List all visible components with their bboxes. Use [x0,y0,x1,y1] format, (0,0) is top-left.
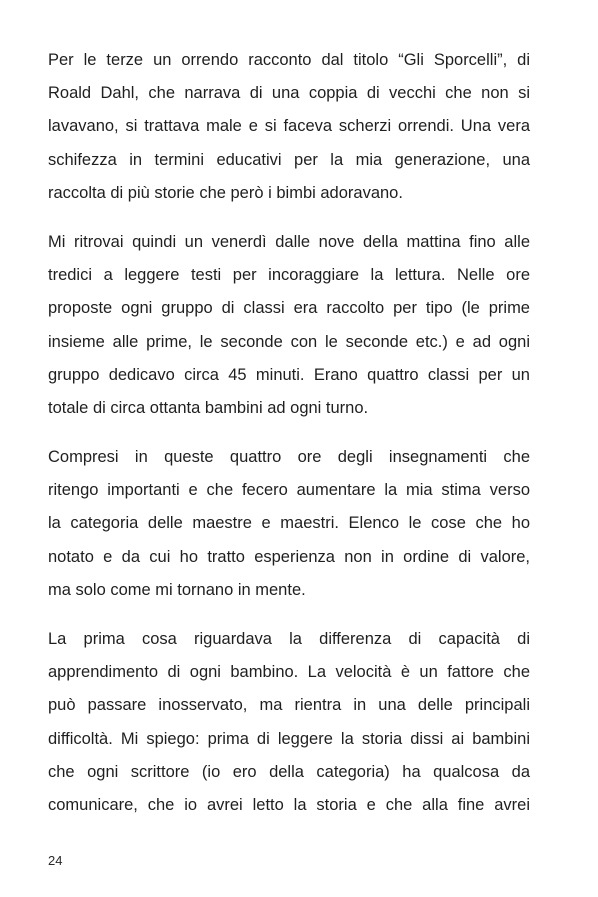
text-line: Compresi in queste quattro ore degli insegnamenti che [48,448,530,467]
text-line: difficoltà. Mi spiego: prima di leggere la storia dissi ai bambini [48,729,530,748]
paragraph-2 [48,226,530,425]
text-line: schifezza in termini educativi per la mia generazione, una [48,150,530,169]
paragraph-3 [48,441,530,607]
text-line: ma solo come mi tornano in mente. [48,580,306,599]
text-line: totale di circa ottanta bambini ad ogni turno. [48,398,369,417]
page-body [48,44,530,838]
paragraph-1 [48,44,530,210]
text-line: raccolta di più storie che però i bimbi adoravano. [48,183,403,202]
text-line: lavavano, si trattava male e si faceva scherzi orrendi. Una vera [48,117,530,136]
text-line: notato e da cui ho tratto esperienza non in ordine di valore, [48,547,530,566]
page-number: 24 [48,853,63,868]
text-line: gruppo dedicavo circa 45 minuti. Erano quattro classi per un [48,365,530,384]
text-line: può passare inosservato, ma rientra in una delle principali [48,696,530,715]
text-line: Mi ritrovai quindi un venerdì dalle nove della mattina fino alle [48,232,530,251]
text-line: La prima cosa riguardava la differenza di capacità di [48,630,530,648]
text-line: che ogni scrittore (io ero della categoria) ha qualcosa da [48,762,530,781]
text-line: tredici a leggere testi per incoraggiare la lettura. Nelle ore [48,266,530,285]
text-line: proposte ogni gruppo di classi era raccolto per tipo (le prime [48,299,530,318]
paragraph-4 [48,623,530,822]
text-line: apprendimento di ogni bambino. La velocità è un fattore che [48,663,530,682]
text-line: comunicare, che io avrei letto la storia e che alla fine avrei [48,795,530,814]
text-line: ritengo importanti e che fecero aumentare la mia stima verso [48,481,530,500]
text-line: Per le terze un orrendo racconto dal titolo “Gli Sporcelli”, di [48,51,530,69]
text-line: insieme alle prime, le seconde con le seconde etc.) e ad ogni [48,332,530,351]
text-line: la categoria delle maestre e maestri. Elenco le cose che ho [48,514,530,533]
text-line: Roald Dahl, che narrava di una coppia di vecchi che non si [48,84,530,103]
